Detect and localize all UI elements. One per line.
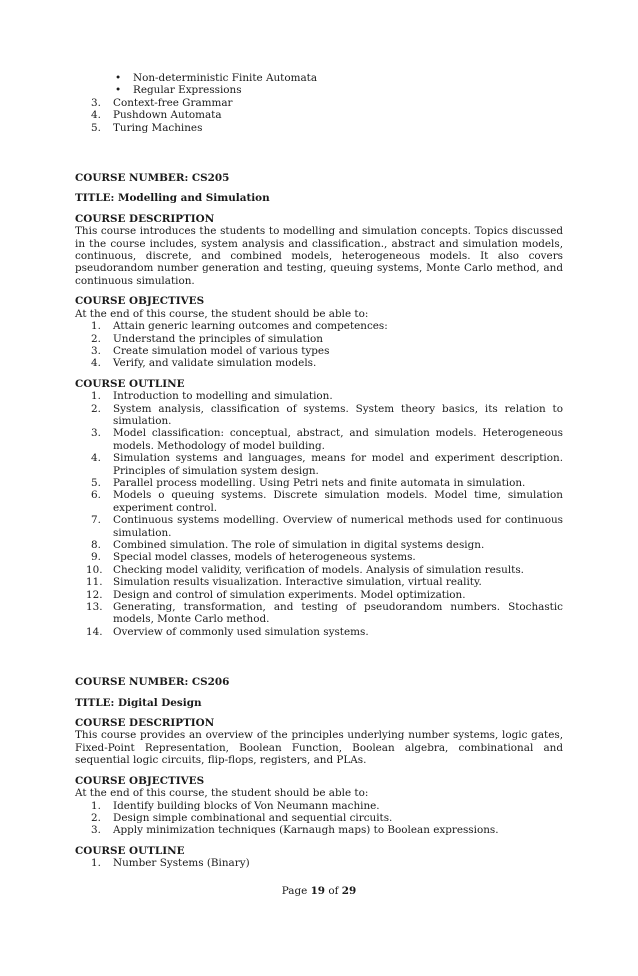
item-text: Special model classes, models of heterogeneous systems. <box>113 551 416 564</box>
item-text: Parallel process modelling. Using Petri nets and finite automata in simulation. <box>113 476 526 489</box>
item-number: 3. <box>91 427 101 440</box>
outline-heading: COURSE OUTLINE <box>75 844 185 857</box>
description-heading: COURSE DESCRIPTION <box>75 717 215 730</box>
item-text: Apply minimization techniques (Karnaugh maps) to Boolean expressions. <box>113 824 499 837</box>
list-item <box>75 601 563 626</box>
item-number: 4. <box>91 452 101 465</box>
list-item <box>75 403 563 428</box>
list-item: • Non-deterministic Finite Automata <box>115 72 563 84</box>
page-footer <box>0 885 638 897</box>
top-bullet-list <box>75 72 563 97</box>
list-item <box>75 824 563 836</box>
objectives-list <box>75 320 563 370</box>
item-number: 2. <box>91 811 101 824</box>
item-number: 5. <box>91 476 101 489</box>
course-description: This course introduces the students to modelling and simulation concepts. Topics discussed in the course includes, system analysis and classification., abstract and simulation models, continuous, discrete, and combined models, heterogeneous models. It also covers pseudorandom number generation and testing, queuing systems, Monte Carlo method, and continuous simulation. <box>75 225 563 287</box>
item-text: Introduction to modelling and simulation. <box>113 390 333 403</box>
objectives-heading: COURSE OBJECTIVES <box>75 295 205 308</box>
course-description: This course provides an overview of the principles underlying number systems, logic gates, Fixed-Point Representation, Boolean Function, Boolean algebra, combinational and sequential logic circuits, flip-flops, registers, and PLAs. <box>75 729 563 767</box>
objectives-heading: COURSE OBJECTIVES <box>75 774 205 787</box>
top-numbered-list <box>75 97 563 134</box>
item-text: Turing Machines <box>113 121 203 134</box>
item-number: 3. <box>91 96 101 109</box>
of-word: of <box>328 885 339 897</box>
item-text: Simulation systems and languages, means for model and experiment description. Principles of simulation system design. <box>113 452 563 477</box>
item-number: 13. <box>86 601 103 614</box>
item-number: 3. <box>91 824 101 837</box>
item-text: Continuous systems modelling. Overview of numerical methods used for continuous simulation. <box>113 514 563 539</box>
list-item <box>75 800 563 812</box>
list-item <box>75 812 563 824</box>
list-item <box>75 345 563 357</box>
list-item <box>75 477 563 489</box>
description-heading: COURSE DESCRIPTION <box>75 212 215 225</box>
list-item <box>75 551 563 563</box>
list-item <box>75 452 563 477</box>
list-item <box>75 539 563 551</box>
item-number: 8. <box>91 539 101 551</box>
item-text: Model classification: conceptual, abstract, and simulation models. Heterogeneous models. Methodology of model building. <box>113 427 563 452</box>
list-item <box>75 857 563 869</box>
list-item <box>75 109 563 121</box>
outline-list <box>75 390 563 638</box>
item-number: 2. <box>91 332 101 345</box>
item-number: 1. <box>91 857 101 870</box>
item-text: System analysis, classification of systems. System theory basics, its relation to simulation. <box>113 402 563 427</box>
item-number: 3. <box>91 344 101 357</box>
item-number: 4. <box>91 109 101 122</box>
list-item <box>75 576 563 588</box>
list-item <box>75 489 563 514</box>
list-item <box>75 357 563 369</box>
page-total: 29 <box>341 885 357 897</box>
list-item <box>75 390 563 402</box>
objectives-intro: At the end of this course, the student should be able to: <box>75 787 369 800</box>
list-item <box>75 320 563 332</box>
item-text: Design simple combinational and sequential circuits. <box>113 811 393 824</box>
item-number: 11. <box>86 576 103 589</box>
item-number: 10. <box>86 563 103 576</box>
page-word: Page <box>281 885 308 897</box>
outline-heading: COURSE OUTLINE <box>75 377 185 390</box>
item-text: Generating, transformation, and testing of pseudorandom numbers. Stochastic models, Monte Carlo method. <box>113 601 563 626</box>
item-text: Simulation results visualization. Interactive simulation, virtual reality. <box>113 576 482 589</box>
item-text: Context-free Grammar <box>113 96 233 109</box>
item-text: Combined simulation. The role of simulation in digital systems design. <box>113 539 485 551</box>
item-number: 6. <box>91 489 101 502</box>
item-number: 5. <box>91 121 101 134</box>
item-text: Attain generic learning outcomes and competences: <box>113 320 388 333</box>
course-title: TITLE: Digital Design <box>75 696 202 709</box>
document-page <box>75 72 563 870</box>
list-item <box>75 122 563 134</box>
course-title: TITLE: Modelling and Simulation <box>75 192 270 205</box>
list-item <box>75 564 563 576</box>
item-text: Design and control of simulation experiments. Model optimization. <box>113 588 466 601</box>
item-number: 9. <box>91 551 101 564</box>
item-text: Overview of commonly used simulation systems. <box>113 625 369 638</box>
item-number: 14. <box>86 625 103 638</box>
item-text: Create simulation model of various types <box>113 344 330 357</box>
item-number: 1. <box>91 390 101 403</box>
item-text: Models o queuing systems. Discrete simulation models. Model time, simulation experiment control. <box>113 489 563 514</box>
item-text: Verify, and validate simulation models. <box>113 357 317 370</box>
item-text: Number Systems (Binary) <box>113 857 250 870</box>
outline-list <box>75 857 563 869</box>
item-number: 1. <box>91 799 101 812</box>
list-item <box>75 333 563 345</box>
item-number: 4. <box>91 357 101 370</box>
list-item <box>75 514 563 539</box>
item-text: Identify building blocks of Von Neumann machine. <box>113 799 380 812</box>
item-number: 2. <box>91 402 101 415</box>
list-item: • Regular Expressions <box>115 84 563 96</box>
objectives-intro: At the end of this course, the student should be able to: <box>75 307 369 320</box>
course-number-heading: COURSE NUMBER: CS206 <box>75 676 230 689</box>
item-number: 1. <box>91 320 101 333</box>
course-number-heading: COURSE NUMBER: CS205 <box>75 172 230 185</box>
item-text: Understand the principles of simulation <box>113 332 323 345</box>
item-text: Checking model validity, verification of models. Analysis of simulation results. <box>113 563 524 576</box>
item-number: 7. <box>91 514 101 527</box>
objectives-list <box>75 800 563 837</box>
item-text: Pushdown Automata <box>113 109 222 122</box>
list-item <box>75 626 563 638</box>
list-item <box>75 589 563 601</box>
list-item <box>75 427 563 452</box>
page-number: 19 <box>310 885 326 897</box>
list-item <box>75 97 563 109</box>
item-number: 12. <box>86 588 103 601</box>
